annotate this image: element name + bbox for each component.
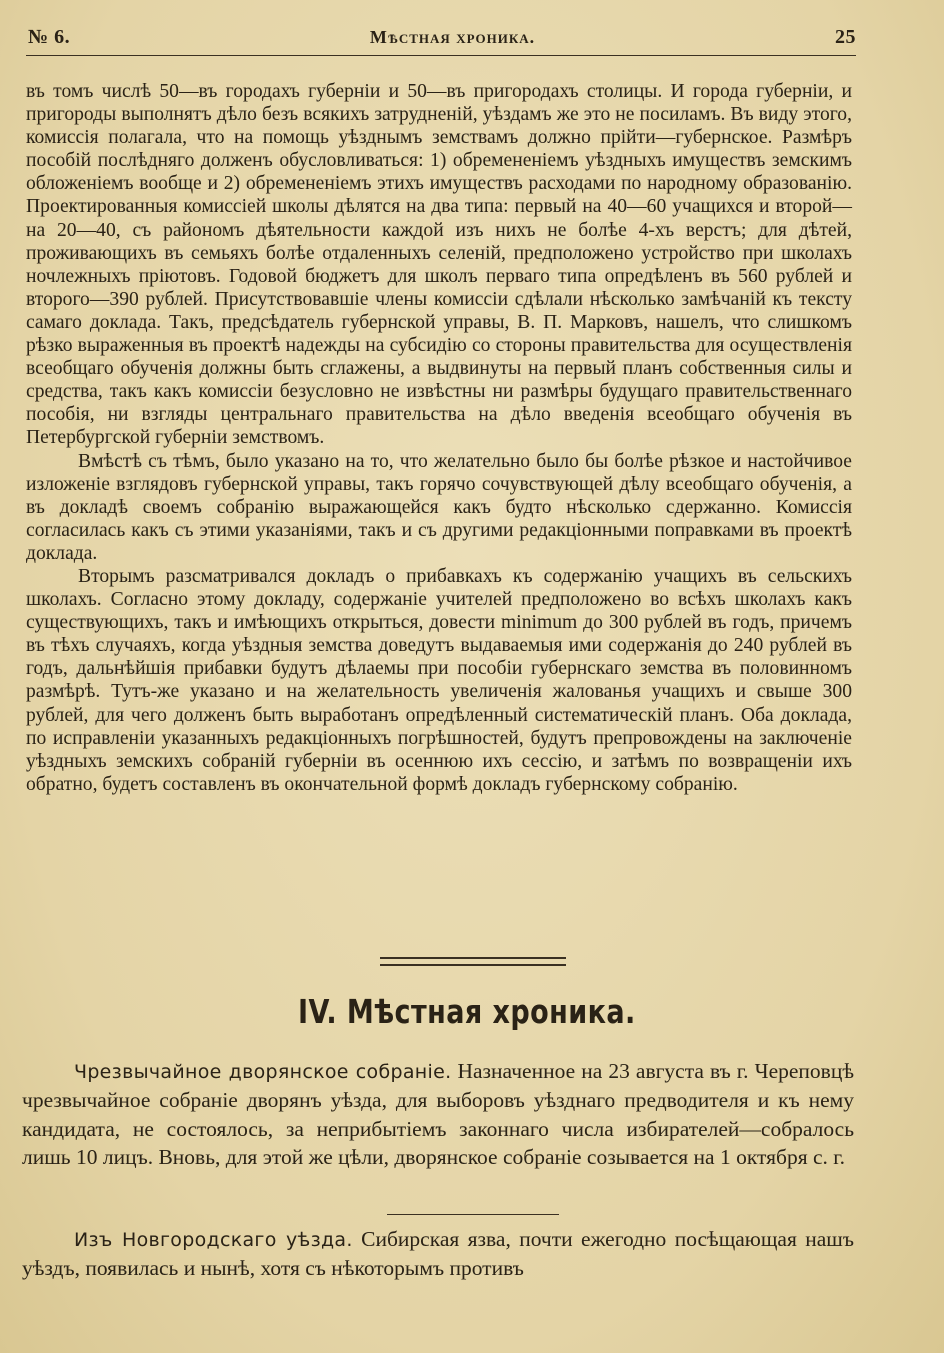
section-title: IV. Мѣстная хроника. (298, 992, 636, 1031)
paragraph: въ томъ числѣ 50—въ городахъ губерніи и 50—въ пригородахъ столицы. И города губерніи, и пригороды выполнятъ дѣло безъ всякихъ затрудненій, уѣздамъ же это не посиламъ. Въ виду этого, комиссія полагала, что на помощь уѣзднымъ земствамъ должно прійти—губернское. Размѣръ пособій послѣдняго долженъ обусловливаться: 1) обремененіемъ уѣздныхъ имуществъ земскимъ обложеніемъ вообще и 2) обремененіемъ этихъ имуществъ расходами по народному образованію. Проектированныя комиссіей школы дѣлятся на два типа: первый на 40—60 учащихся и второй—на 20—40, съ райономъ дѣятельности каждой изъ нихъ не болѣе 4-хъ верстъ; для дѣтей, проживающихъ въ семьяхъ болѣе отдаленныхъ селеній, предположено устройство при школахъ ночлежныхъ пріютовъ. Годовой бюджетъ для школъ перваго типа опредѣленъ въ 560 рублей и второго—390 рублей. Присутствовавшіе члены комиссіи сдѣлали нѣсколько замѣчаній къ тексту самаго доклада. Такъ, предсѣдатель губернской управы, В. П. Марковъ, нашелъ, что слишкомъ рѣзко выраженныя въ проектѣ надежды на субсидію со стороны правительства для осуществленія всеобщаго обученія должны быть сглажены, а выдвинуты на первый планъ собственныя силы и средства, такъ какъ комиссіи безусловно не извѣстны ни размѣры будущаго правительственнаго пособія, ни взгляды центральнаго правительства на дѣло введенія всеобщаго обученія въ Петербургской губерніи земствомъ. (26, 81, 852, 449)
news-paragraph (22, 1057, 854, 1172)
news-divider (387, 1214, 559, 1215)
article-body (26, 80, 852, 796)
page-header (28, 26, 856, 49)
issue-number: № 6. (28, 26, 71, 48)
news-text: Сибирская язва, почти ежегодно посѣщающая нашъ уѣздъ, появилась и нынѣ, хотя съ нѣкоторымъ противъ (22, 1227, 854, 1281)
paragraph: Вторымъ разсматривался докладъ о прибавкахъ къ содержанію учащихъ въ сельскихъ школахъ. Согласно этому докладу, содержаніе учителей предположено во всѣхъ школахъ какъ существующихъ, такъ и имѣющихъ открыться, довести minimum до 300 рублей въ годъ, причемъ въ тѣхъ случаяхъ, когда уѣздныя земства доведутъ выдаваемыя ими содержанія до 240 рублей въ годъ, дальнѣйшія прибавки будутъ дѣлаемы при пособіи губернскаго земства въ половинномъ размѣрѣ. Тутъ-же указано и на желательность увеличенія жалованья учащихъ и свыше 300 рублей, для чего долженъ быть выработанъ опредѣленный систематическій планъ. Оба доклада, по исправленіи указанныхъ редакціонныхъ погрѣшностей, будутъ препровождены на заключеніе уѣздныхъ земскихъ собраній губерніи въ осеннюю ихъ сессію, и затѣмъ по возвращеніи ихъ обратно, будетъ составленъ въ окончательной формѣ докладъ губернскому собранію. (26, 565, 852, 795)
paragraph: Вмѣстѣ съ тѣмъ, было указано на то, что желательно было бы болѣе рѣзкое и настойчивое изложеніе взглядовъ губернской управы, такъ горячо сочувствующей дѣлу всеобщаго обученія, а въ докладѣ своемъ собранію выражающейся какъ будто нѣсколько сдержанно. Комиссія согласилась какъ съ этими указаніями, такъ и съ другими редакціонными поправками въ проектѣ доклада. (26, 450, 852, 564)
header-rule (26, 55, 856, 56)
news-lead: Изъ Новгородскаго уѣзда. (74, 1229, 353, 1251)
news-item (22, 1225, 854, 1283)
running-title: Мѣстная хроника. (369, 27, 536, 47)
news-item (22, 1057, 854, 1172)
news-paragraph (22, 1225, 854, 1283)
section-separator (380, 957, 566, 966)
news-text: Назначенное на 23 августа въ г. Череповцѣ чрезвычайное собраніе дворянъ уѣзда, для выборовъ уѣзднаго предводителя и къ нему кандидата, не состоялось, за неприбытіемъ законнаго числа избирателей—собралось лишь 10 лицъ. Вновь, для этой же цѣли, дворянское собраніе созывается на 1 октября с. г. (22, 1059, 854, 1170)
page-number: 25 (834, 26, 856, 48)
news-lead: Чрезвычайное дворянское собраніе. (74, 1061, 452, 1083)
